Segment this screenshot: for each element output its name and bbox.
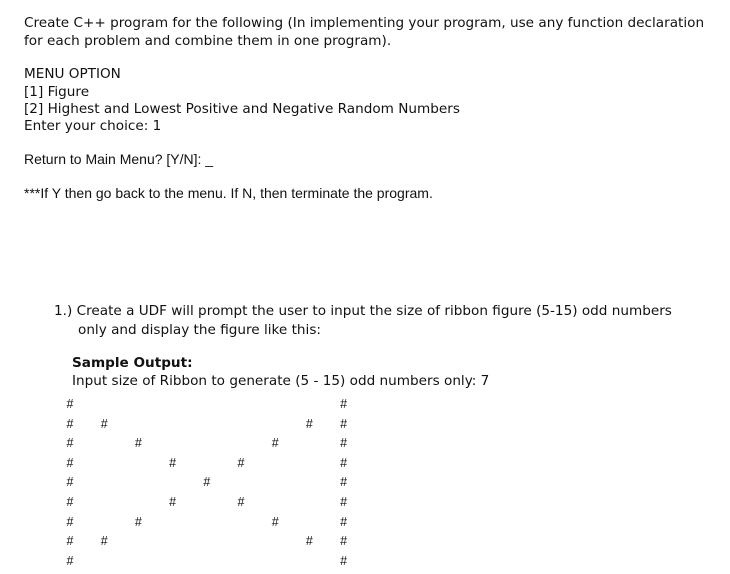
return-menu-prompt: Return to Main Menu? [Y/N]: _	[24, 151, 214, 167]
ribbon-hash: #	[305, 416, 313, 431]
ribbon-hash: #	[340, 416, 348, 431]
ribbon-hash: #	[66, 534, 74, 549]
ribbon-hash: #	[340, 397, 348, 411]
sample-input-line: Input size of Ribbon to generate (5 - 15) odd numbers only: 7	[72, 373, 490, 389]
ribbon-hash: #	[66, 397, 74, 411]
problem-1-line-1: 1.) Create a UDF will prompt the user to input the size of ribbon figure (5-15) odd numbers	[54, 303, 672, 319]
ribbon-hash: #	[100, 534, 108, 549]
ribbon-hash: #	[66, 455, 74, 470]
ribbon-hash: #	[66, 416, 74, 431]
ribbon-hash: #	[237, 495, 245, 509]
menu-choice-prompt: Enter your choice: 1	[24, 118, 162, 134]
ribbon-hash: #	[340, 495, 348, 509]
ribbon-hash: #	[271, 514, 279, 529]
ribbon-hash: #	[169, 455, 177, 470]
ribbon-hash: #	[340, 534, 348, 549]
ribbon-hash: #	[66, 495, 74, 509]
problem-1-line-2: only and display the figure like this:	[78, 322, 321, 338]
ribbon-hash: #	[340, 553, 348, 568]
ribbon-hash: #	[305, 534, 313, 549]
ribbon-hash: #	[340, 514, 348, 529]
ribbon-hash: #	[66, 436, 74, 451]
ribbon-hash: #	[340, 436, 348, 451]
ribbon-hash: #	[66, 514, 74, 529]
sample-output-title: Sample Output:	[72, 355, 193, 371]
menu-option-2: [2] Highest and Lowest Positive and Negative Random Numbers	[24, 101, 460, 117]
ribbon-hash: #	[237, 455, 245, 470]
ribbon-hash: #	[134, 514, 142, 529]
ribbon-hash: #	[66, 475, 74, 490]
ribbon-hash: #	[100, 416, 108, 431]
ribbon-hash: #	[169, 495, 177, 509]
ribbon-hash: #	[134, 436, 142, 451]
menu-title: MENU OPTION	[24, 66, 121, 82]
ribbon-hash: #	[271, 436, 279, 451]
terminate-note: ***If Y then go back to the menu. If N, then terminate the program.	[24, 185, 433, 201]
menu-option-1: [1] Figure	[24, 84, 90, 100]
ribbon-hash: #	[66, 553, 74, 568]
intro-line-2: for each problem and combine them in one program).	[24, 33, 392, 49]
ribbon-hash: #	[203, 475, 211, 490]
ribbon-hash: #	[340, 475, 348, 490]
intro-line-1: Create C++ program for the following (In implementing your program, use any function declaration	[24, 15, 705, 31]
ribbon-hash: #	[340, 455, 348, 470]
